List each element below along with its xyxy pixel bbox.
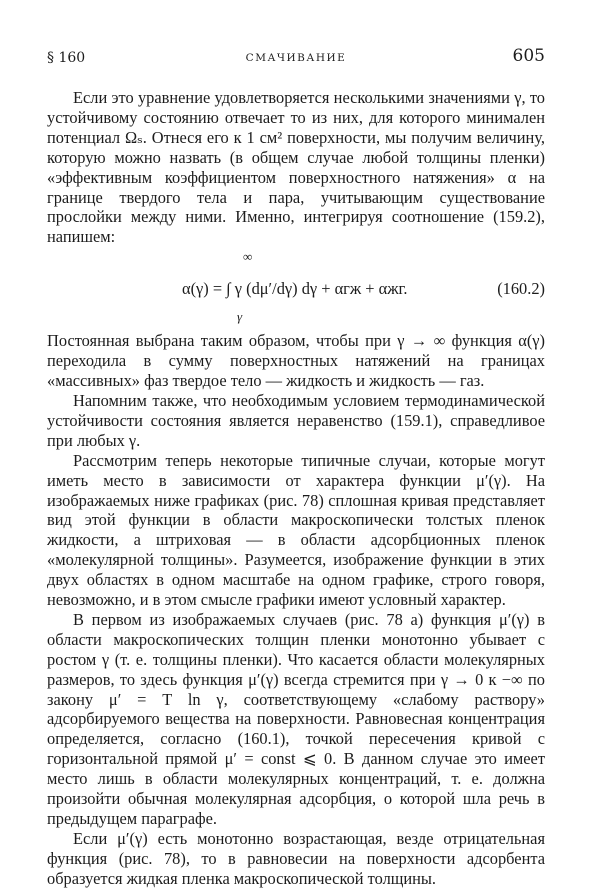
formula-expression: α(γ) = ∫ γ (dμ′/dγ) dγ + αгж + αжг. — [182, 279, 408, 299]
paragraph-1: Если это уравнение удовлетворяется несколькими значениями γ, то устойчивому состоянию отвечает то из них, для которого минимален потенциал Ωₛ. Отнеся его к 1 см² поверхности, мы получим величину, которую можно назвать (в общем случае любой толщины пленки) «эффективным коэффициентом поверхностного натяжения» α на границе твердого тела и пара, учитывающим существование прослойки между ними. Именно, интегрируя соотношение (159.2), напишем: — [47, 88, 545, 247]
integral-lower-limit: γ — [237, 309, 243, 325]
page-body — [47, 88, 545, 889]
equation-number: (160.2) — [497, 279, 545, 299]
paragraph-3: Напомним также, что необходимым условием термодинамической устойчивости состояния является неравенство (159.1), справедливое при любых γ. — [47, 390, 545, 450]
page-number: 605 — [512, 46, 545, 66]
formula-160-2 — [47, 247, 545, 331]
integral-upper-limit: ∞ — [243, 249, 253, 265]
running-header — [47, 46, 545, 68]
paragraph-5: В первом из изображаемых случаев (рис. 78 а) функция μ′(γ) в области макроскопических толщин пленки монотонно убывает с ростом γ (т. е. толщины пленки). Что касается области молекулярных размеров, то здесь функция μ′(γ) всегда стремится при γ → 0 к −∞ по закону μ′ = T ln γ, соответствующему «слабому раствору» адсорбируемого вещества на поверхности. Равновесная концентрация определяется, согласно (160.1), точкой пересечения кривой с горизонтальной прямой μ′ = const ⩽ 0. В данном случае это имеет место лишь в области молекулярных концентраций, т. е. должна произойти обычная молекулярная адсорбция, о которой шла речь в предыдущем параграфе. — [47, 609, 545, 828]
paragraph-2: Постоянная выбрана таким образом, чтобы при γ → ∞ функция α(γ) переходила в сумму поверхностных натяжений на границах «массивных» фаз твердое тело — жидкость и жидкость — газ. — [47, 331, 545, 391]
paragraph-6: Если μ′(γ) есть монотонно возрастающая, везде отрицательная функция (рис. 78), то в равновесии на поверхности адсорбента образуется жидкая пленка макроскопической толщины. — [47, 828, 545, 888]
book-page — [47, 0, 545, 892]
paragraph-4: Рассмотрим теперь некоторые типичные случаи, которые могут иметь место в зависимости от характера функции μ′(γ). На изображаемых ниже графиках (рис. 78) сплошная кривая представляет вид этой функции в области макроскопически толстых пленок жидкости, а штриховая — в области адсорбционных пленок «молекулярной толщины». Разумеется, изображение функции в этих двух областях в одном масштабе на одном графике, строго говоря, невозможно, и в этом смысле графики имеют условный характер. — [47, 450, 545, 610]
running-title: СМАЧИВАНИЕ — [245, 52, 347, 64]
section-number: § 160 — [47, 50, 86, 66]
